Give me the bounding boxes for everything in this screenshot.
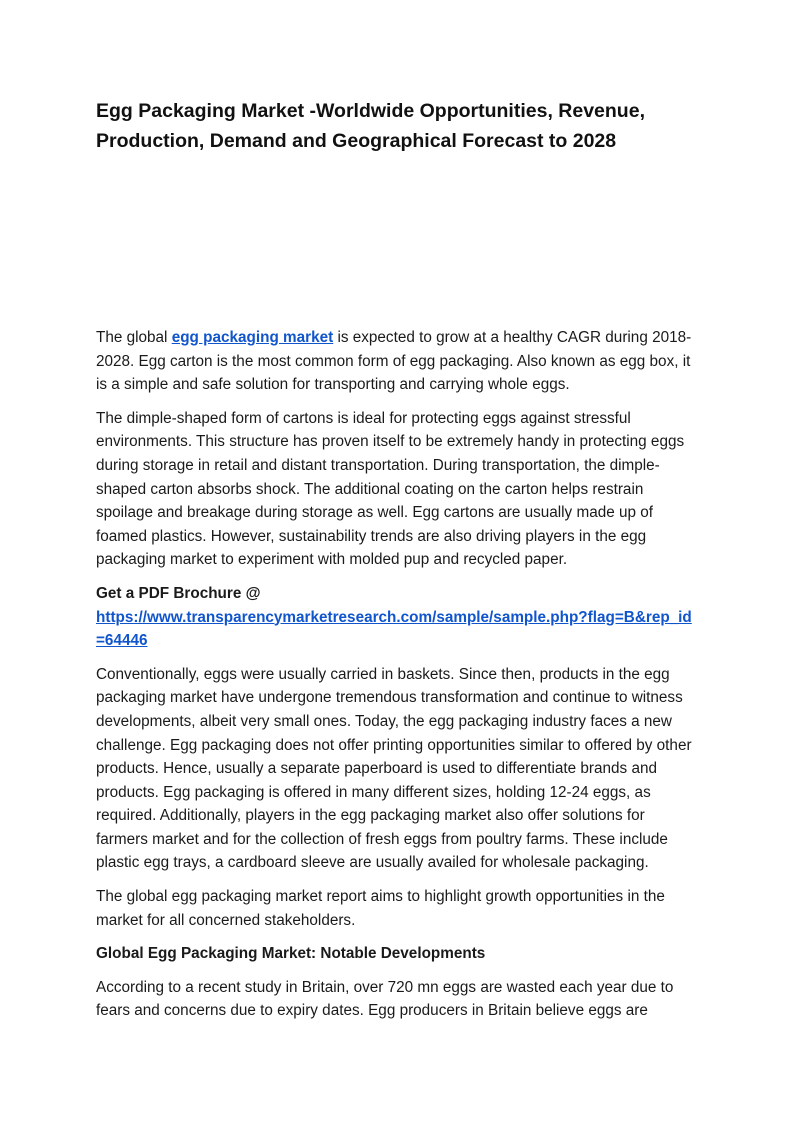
section-heading: Global Egg Packaging Market: Notable Developments (96, 945, 486, 963)
brochure-block (96, 582, 700, 653)
egg-packaging-market-link[interactable]: egg packaging market (171, 329, 334, 346)
intro-text-after: is expected to grow at a healthy CAGR during 2018-2028. Egg carton is the most common form of egg packaging. Also known as egg box, it is a simple and safe solution for transporting and carrying whole eggs. (96, 329, 692, 394)
developments-paragraph: According to a recent study in Britain, over 720 mn eggs are wasted each year due to fears and concerns due to expiry dates. Egg producers in Britain believe eggs are (96, 978, 674, 1020)
intro-text-before: The global (96, 329, 172, 346)
carton-paragraph: The dimple-shaped form of cartons is ideal for protecting eggs against stressful environments. This structure has proven itself to be extremely handy in protecting eggs during storage in retail and distant transportation. During transportation, the dimple-shaped carton absorbs shock. The additional coating on the carton helps restrain spoilage and breakage during storage as well. Egg cartons are usually made up of foamed plastics. However, sustainability trends are also driving players in the egg packaging market to experiment with molded pup and recycled paper. (96, 409, 685, 569)
brochure-link[interactable]: https://www.transparencymarketresearch.com/sample/sample.php?flag=B&rep_id=64446 (96, 608, 692, 650)
report-aim-paragraph: The global egg packaging market report aims to highlight growth opportunities in the market for all concerned stakeholders. (96, 888, 665, 929)
title-spacer (96, 156, 700, 326)
history-paragraph: Conventionally, eggs were usually carried in baskets. Since then, products in the egg packaging market have undergone tremendous transformation and continue to witness developments, albeit very small ones. Today, the egg packaging industry faces a new challenge. Egg packaging does not offer printing opportunities similar to offered by other products. Hence, usually a separate paperboard is used to differentiate brands and products. Egg packaging is offered in many different sizes, holding 12-24 eggs, as required. Additionally, players in the egg packaging market also offer solutions for farmers market and for the collection of fresh eggs from poultry farms. These include plastic egg trays, a cardboard sleeve are usually availed for wholesale packaging. (96, 665, 692, 872)
document-title: Egg Packaging Market -Worldwide Opportunities, Revenue, Production, Demand and Geographical Forecast to 2028 (96, 100, 645, 152)
brochure-label: Get a PDF Brochure @ (96, 584, 261, 602)
intro-paragraph (96, 326, 700, 397)
